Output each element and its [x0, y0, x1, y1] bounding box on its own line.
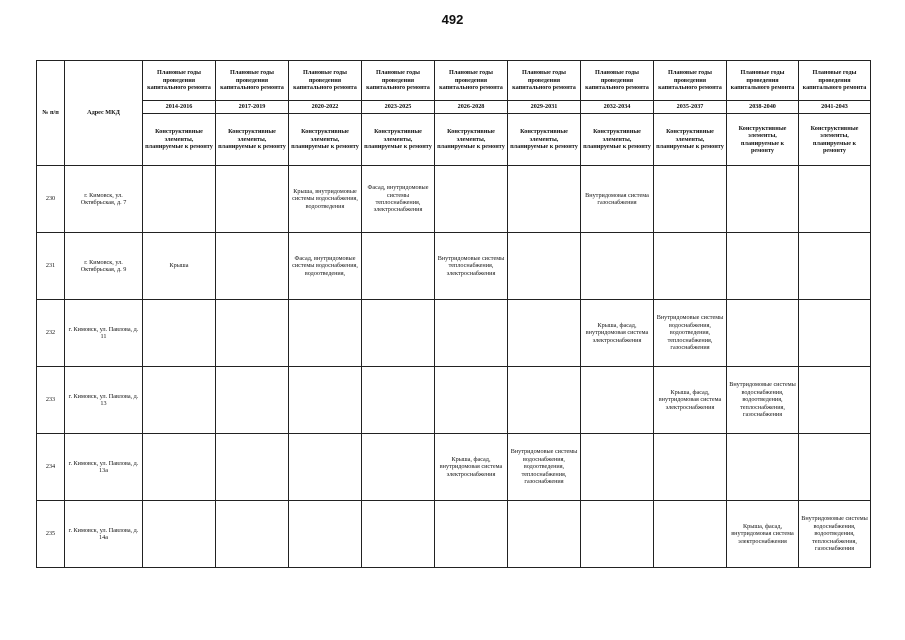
repair-elements-cell	[143, 300, 216, 367]
repair-elements-cell	[435, 367, 508, 434]
repair-elements-cell	[654, 434, 727, 501]
repair-elements-cell	[581, 367, 654, 434]
repair-elements-cell	[508, 300, 581, 367]
table-row	[37, 501, 871, 568]
period-years-header: 2020-2022	[289, 101, 362, 114]
repair-elements-cell: Крыша, внутридомовые системы водоснабжения, водоотведения	[289, 166, 362, 233]
period-title-header: Плановые годы проведения капитального ремонта	[289, 61, 362, 101]
table-row	[37, 367, 871, 434]
period-elements-header: Конструктивные элементы, планируемые к ремонту	[435, 114, 508, 166]
repair-elements-cell	[508, 233, 581, 300]
repair-elements-cell: Внутридомовые системы водоснабжения, водоотведения, теплоснабжения, газоснабжения	[799, 501, 871, 568]
repair-elements-cell	[435, 501, 508, 568]
repair-elements-cell	[727, 166, 799, 233]
period-title-header: Плановые годы проведения капитального ремонта	[799, 61, 871, 101]
period-elements-header: Конструктивные элементы, планируемые к ремонту	[216, 114, 289, 166]
period-years-header: 2014-2016	[143, 101, 216, 114]
period-years-header: 2032-2034	[581, 101, 654, 114]
repair-elements-cell: Внутридомовые системы водоснабжения, водоотведения, теплоснабжения, газоснабжения	[508, 434, 581, 501]
repair-elements-cell: Внутридомовая система газоснабжения	[581, 166, 654, 233]
repair-elements-cell: Крыша, фасад, внутридомовая система электроснабжения	[581, 300, 654, 367]
repair-elements-cell: Внутридомовые системы теплоснабжения, электроснабжения	[435, 233, 508, 300]
repair-elements-cell	[508, 501, 581, 568]
row-number: 233	[37, 367, 65, 434]
repair-elements-cell	[362, 367, 435, 434]
repair-elements-cell	[727, 434, 799, 501]
period-title-header: Плановые годы проведения капитального ремонта	[654, 61, 727, 101]
period-title-header: Плановые годы проведения капитального ремонта	[143, 61, 216, 101]
header-row-years	[37, 101, 871, 114]
period-title-header: Плановые годы проведения капитального ремонта	[581, 61, 654, 101]
repair-elements-cell	[289, 434, 362, 501]
repair-elements-cell: Внутридомовые системы водоснабжения, водоотведения, теплоснабжения, газоснабжения	[727, 367, 799, 434]
repair-elements-cell: Крыша, фасад, внутридомовая система электроснабжения	[654, 367, 727, 434]
period-years-header: 2026-2028	[435, 101, 508, 114]
period-years-header: 2041-2043	[799, 101, 871, 114]
row-number: 231	[37, 233, 65, 300]
row-number: 234	[37, 434, 65, 501]
table-body	[37, 61, 871, 568]
table-row	[37, 434, 871, 501]
table-row	[37, 166, 871, 233]
period-years-header: 2035-2037	[654, 101, 727, 114]
repair-elements-cell	[216, 434, 289, 501]
repair-elements-cell	[362, 501, 435, 568]
period-elements-header: Конструктивные элементы, планируемые к ремонту	[362, 114, 435, 166]
repair-elements-cell	[362, 434, 435, 501]
repair-elements-cell: Крыша, фасад, внутридомовая система электроснабжения	[727, 501, 799, 568]
repair-elements-cell	[799, 434, 871, 501]
table-row	[37, 233, 871, 300]
repair-elements-cell	[727, 300, 799, 367]
repair-elements-cell	[799, 300, 871, 367]
repair-elements-cell	[654, 501, 727, 568]
repair-elements-cell	[581, 501, 654, 568]
period-elements-header: Конструктивные элементы, планируемые к ремонту	[799, 114, 871, 166]
repair-elements-cell: Крыша	[143, 233, 216, 300]
repair-elements-cell	[435, 166, 508, 233]
period-title-header: Плановые годы проведения капитального ремонта	[508, 61, 581, 101]
row-address: г. Кимовск, ул. Павлова, д. 13	[65, 367, 143, 434]
period-elements-header: Конструктивные элементы, планируемые к ремонту	[143, 114, 216, 166]
repair-elements-cell	[289, 501, 362, 568]
repair-elements-cell	[289, 367, 362, 434]
period-elements-header: Конструктивные элементы, планируемые к ремонту	[581, 114, 654, 166]
repair-elements-cell: Фасад, внутридомовые системы водоснабжения, водоотведения,	[289, 233, 362, 300]
period-years-header: 2038-2040	[727, 101, 799, 114]
row-address: г. Кимовск, ул. Октябрьская, д. 9	[65, 233, 143, 300]
repair-elements-cell	[362, 233, 435, 300]
repair-elements-cell: Фасад, внутридомовые системы теплоснабжения, электроснабжения	[362, 166, 435, 233]
repair-elements-cell: Крыша, фасад, внутридомовая система электроснабжения	[435, 434, 508, 501]
row-address: г. Кимовск, ул. Павлова, д. 14а	[65, 501, 143, 568]
period-title-header: Плановые годы проведения капитального ремонта	[727, 61, 799, 101]
repair-elements-cell	[581, 233, 654, 300]
repair-elements-cell	[799, 233, 871, 300]
repair-elements-cell	[654, 233, 727, 300]
table-row	[37, 300, 871, 367]
repair-elements-cell	[508, 367, 581, 434]
period-years-header: 2029-2031	[508, 101, 581, 114]
num-column-header: № п/п	[37, 61, 65, 166]
header-row-titles	[37, 61, 871, 101]
header-row-elements	[37, 114, 871, 166]
period-title-header: Плановые годы проведения капитального ремонта	[362, 61, 435, 101]
address-column-header: Адрес МКД	[65, 61, 143, 166]
repair-elements-cell	[216, 367, 289, 434]
repair-elements-cell	[289, 300, 362, 367]
repair-elements-cell	[799, 166, 871, 233]
period-years-header: 2017-2019	[216, 101, 289, 114]
repair-elements-cell	[435, 300, 508, 367]
period-elements-header: Конструктивные элементы, планируемые к ремонту	[654, 114, 727, 166]
repair-elements-cell	[143, 434, 216, 501]
period-elements-header: Конструктивные элементы, планируемые к ремонту	[289, 114, 362, 166]
repair-elements-cell	[727, 233, 799, 300]
repair-elements-cell	[143, 367, 216, 434]
repair-elements-cell	[799, 367, 871, 434]
page-number: 492	[441, 12, 464, 27]
row-number: 232	[37, 300, 65, 367]
repair-elements-cell	[654, 166, 727, 233]
repair-elements-cell	[216, 300, 289, 367]
period-title-header: Плановые годы проведения капитального ремонта	[435, 61, 508, 101]
period-title-header: Плановые годы проведения капитального ремонта	[216, 61, 289, 101]
period-elements-header: Конструктивные элементы, планируемые к ремонту	[508, 114, 581, 166]
row-number: 235	[37, 501, 65, 568]
period-elements-header: Конструктивные элементы, планируемые к ремонту	[727, 114, 799, 166]
repair-elements-cell	[216, 166, 289, 233]
repair-elements-cell: Внутридомовые системы водоснабжения, водоотведения, теплоснабжения, газоснабжения	[654, 300, 727, 367]
repair-elements-cell	[143, 166, 216, 233]
row-address: г. Кимовск, ул. Павлова, д. 13а	[65, 434, 143, 501]
repair-schedule-table	[36, 60, 871, 568]
repair-elements-cell	[216, 501, 289, 568]
repair-elements-cell	[143, 501, 216, 568]
repair-elements-cell	[508, 166, 581, 233]
period-years-header: 2023-2025	[362, 101, 435, 114]
repair-elements-cell	[581, 434, 654, 501]
row-address: г. Кимовск, ул. Октябрьская, д. 7	[65, 166, 143, 233]
repair-elements-cell	[216, 233, 289, 300]
row-address: г. Кимовск, ул. Павлова, д. 11	[65, 300, 143, 367]
row-number: 230	[37, 166, 65, 233]
repair-elements-cell	[362, 300, 435, 367]
